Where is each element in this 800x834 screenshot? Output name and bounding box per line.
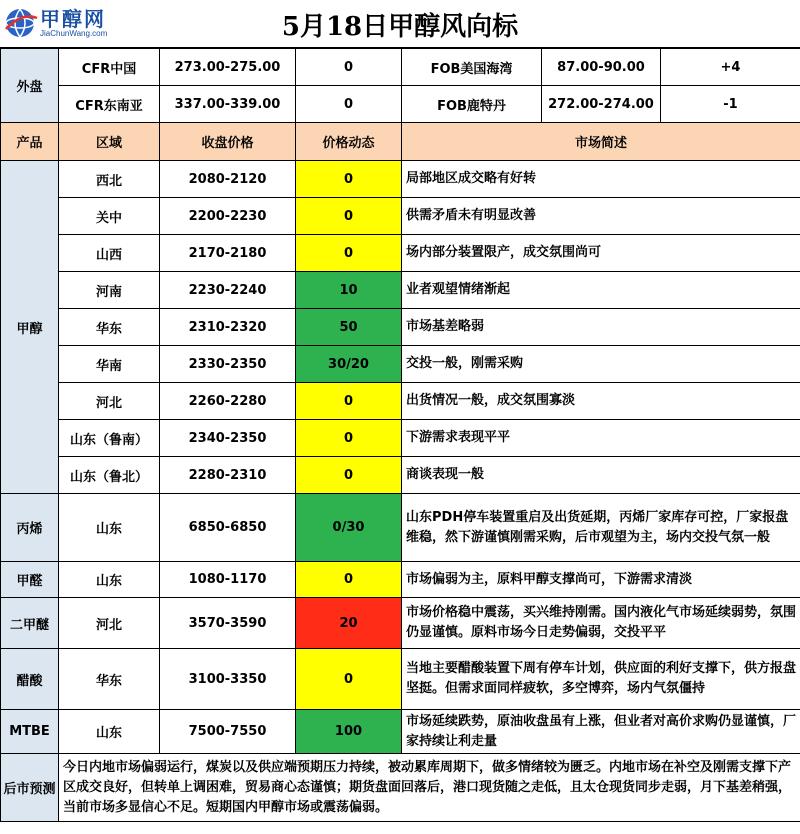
- header-row: [1, 123, 800, 161]
- desc-cell: 市场基差略弱: [402, 309, 800, 346]
- region-cell: 西北: [59, 161, 160, 198]
- logo-name: 甲醇网: [40, 7, 106, 31]
- product-cell: MTBE: [1, 710, 59, 754]
- price-cell: 2330-2350: [160, 346, 296, 383]
- product-row: [1, 649, 800, 710]
- desc-cell: 出货情况一般，成交氛围寡淡: [402, 383, 800, 420]
- methanol-row: [1, 383, 800, 420]
- methanol-row: [1, 420, 800, 457]
- price-cell: 2200-2230: [160, 198, 296, 235]
- header-region: 区域: [59, 123, 160, 161]
- header-price: 收盘价格: [160, 123, 296, 161]
- region-cell: 山东（鲁南）: [59, 420, 160, 457]
- change-cell: 0: [296, 383, 402, 420]
- desc-cell: 市场延续跌势，原油收盘虽有上涨，但业者对高价求购仍显谨慎，厂家持续让利走量: [402, 710, 800, 754]
- methanol-row: [1, 272, 800, 309]
- price-cell: 2170-2180: [160, 235, 296, 272]
- desc-cell: 场内部分装置限产，成交氛围尚可: [402, 235, 800, 272]
- foreign-label: 外盘: [1, 49, 59, 123]
- foreign-b-name: FOB鹿特丹: [402, 86, 542, 123]
- desc-cell: 局部地区成交略有好转: [402, 161, 800, 198]
- foreign-b-price: 272.00-274.00: [542, 86, 661, 123]
- desc-cell: 业者观望情绪渐起: [402, 272, 800, 309]
- price-cell: 2310-2320: [160, 309, 296, 346]
- product-cell: 醋酸: [1, 649, 59, 710]
- header-desc: 市场简述: [402, 123, 800, 161]
- price-cell: 1080-1170: [160, 562, 296, 598]
- region-cell: 华南: [59, 346, 160, 383]
- methanol-row: [1, 457, 800, 494]
- change-cell: 20: [296, 598, 402, 649]
- foreign-row: [1, 86, 800, 123]
- product-row: [1, 562, 800, 598]
- price-cell: 2280-2310: [160, 457, 296, 494]
- change-cell: 0: [296, 457, 402, 494]
- foreign-a-change: 0: [296, 49, 402, 86]
- price-cell: 2080-2120: [160, 161, 296, 198]
- foreign-b-change: -1: [661, 86, 800, 123]
- desc-cell: 市场价格稳中震荡，买兴维持刚需。国内液化气市场延续弱势，氛围仍显谨慎。原料市场今日走势偏弱，交投平平: [402, 598, 800, 649]
- region-cell: 华东: [59, 649, 160, 710]
- foreign-a-name: CFR东南亚: [59, 86, 160, 123]
- desc-cell: 交投一般，刚需采购: [402, 346, 800, 383]
- price-cell: 2340-2350: [160, 420, 296, 457]
- product-cell: 二甲醚: [1, 598, 59, 649]
- product-cell: 甲醛: [1, 562, 59, 598]
- product-row: [1, 494, 800, 562]
- region-cell: 河北: [59, 598, 160, 649]
- logo-url: JiaChunWang.com: [40, 29, 108, 38]
- change-cell: 0: [296, 161, 402, 198]
- region-cell: 山东: [59, 494, 160, 562]
- header-product: 产品: [1, 123, 59, 161]
- change-cell: 0/30: [296, 494, 402, 562]
- region-cell: 关中: [59, 198, 160, 235]
- change-cell: 100: [296, 710, 402, 754]
- foreign-row: [1, 49, 800, 86]
- outlook-row: [1, 754, 800, 822]
- change-cell: 10: [296, 272, 402, 309]
- foreign-a-change: 0: [296, 86, 402, 123]
- product-cell: 丙烯: [1, 494, 59, 562]
- price-cell: 2260-2280: [160, 383, 296, 420]
- change-cell: 0: [296, 235, 402, 272]
- foreign-a-price: 337.00-339.00: [160, 86, 296, 123]
- methanol-row: [1, 309, 800, 346]
- foreign-b-name: FOB美国海湾: [402, 49, 542, 86]
- region-cell: 山西: [59, 235, 160, 272]
- desc-cell: 市场偏弱为主，原料甲醇支撑尚可，下游需求清淡: [402, 562, 800, 598]
- change-cell: 0: [296, 198, 402, 235]
- product-row: [1, 710, 800, 754]
- outlook-text: 今日内地市场偏弱运行，煤炭以及供应端预期压力持续，被动累库周期下，做多情绪较为匮乏。内地市场在补空及刚需支撑下产区成交良好，但转单上调困难，贸易商心态谨慎；期货盘面回落后，港口现货随之走低，且太仓现货同步走弱，月下基差稍强，当前市场多显信心不足。短期国内甲醇市场或震荡偏弱。: [59, 754, 800, 822]
- change-cell: 30/20: [296, 346, 402, 383]
- product-methanol: 甲醇: [1, 161, 59, 494]
- desc-cell: 山东PDH停车装置重启及出货延期，丙烯厂家库存可控，厂家报盘维稳，然下游谨慎刚需采购，后市观望为主，场内交投气氛一般: [402, 494, 800, 562]
- price-cell: 7500-7550: [160, 710, 296, 754]
- change-cell: 0: [296, 420, 402, 457]
- region-cell: 河北: [59, 383, 160, 420]
- outlook-label: 后市预测: [1, 754, 59, 822]
- page-title: 5月18日甲醇风向标: [281, 12, 519, 42]
- region-cell: 山东: [59, 562, 160, 598]
- foreign-a-name: CFR中国: [59, 49, 160, 86]
- region-cell: 华东: [59, 309, 160, 346]
- desc-cell: 当地主要醋酸装置下周有停车计划，供应面的利好支撑下，供方报盘坚挺。但需求面同样疲软，多空博弈，场内气氛僵持: [402, 649, 800, 710]
- methanol-row: [1, 161, 800, 198]
- methanol-row: [1, 346, 800, 383]
- price-cell: 6850-6850: [160, 494, 296, 562]
- foreign-a-price: 273.00-275.00: [160, 49, 296, 86]
- region-cell: 山东（鲁北）: [59, 457, 160, 494]
- methanol-row: [1, 198, 800, 235]
- methanol-row: [1, 235, 800, 272]
- desc-cell: 下游需求表现平平: [402, 420, 800, 457]
- price-cell: 2230-2240: [160, 272, 296, 309]
- header-change: 价格动态: [296, 123, 402, 161]
- change-cell: 0: [296, 649, 402, 710]
- desc-cell: 供需矛盾未有明显改善: [402, 198, 800, 235]
- title-bar: [0, 0, 800, 48]
- region-cell: 河南: [59, 272, 160, 309]
- price-cell: 3100-3350: [160, 649, 296, 710]
- foreign-b-change: +4: [661, 49, 800, 86]
- desc-cell: 商谈表现一般: [402, 457, 800, 494]
- foreign-b-price: 87.00-90.00: [542, 49, 661, 86]
- change-cell: 0: [296, 562, 402, 598]
- change-cell: 50: [296, 309, 402, 346]
- market-table: [0, 48, 800, 822]
- region-cell: 山东: [59, 710, 160, 754]
- price-cell: 3570-3590: [160, 598, 296, 649]
- product-row: [1, 598, 800, 649]
